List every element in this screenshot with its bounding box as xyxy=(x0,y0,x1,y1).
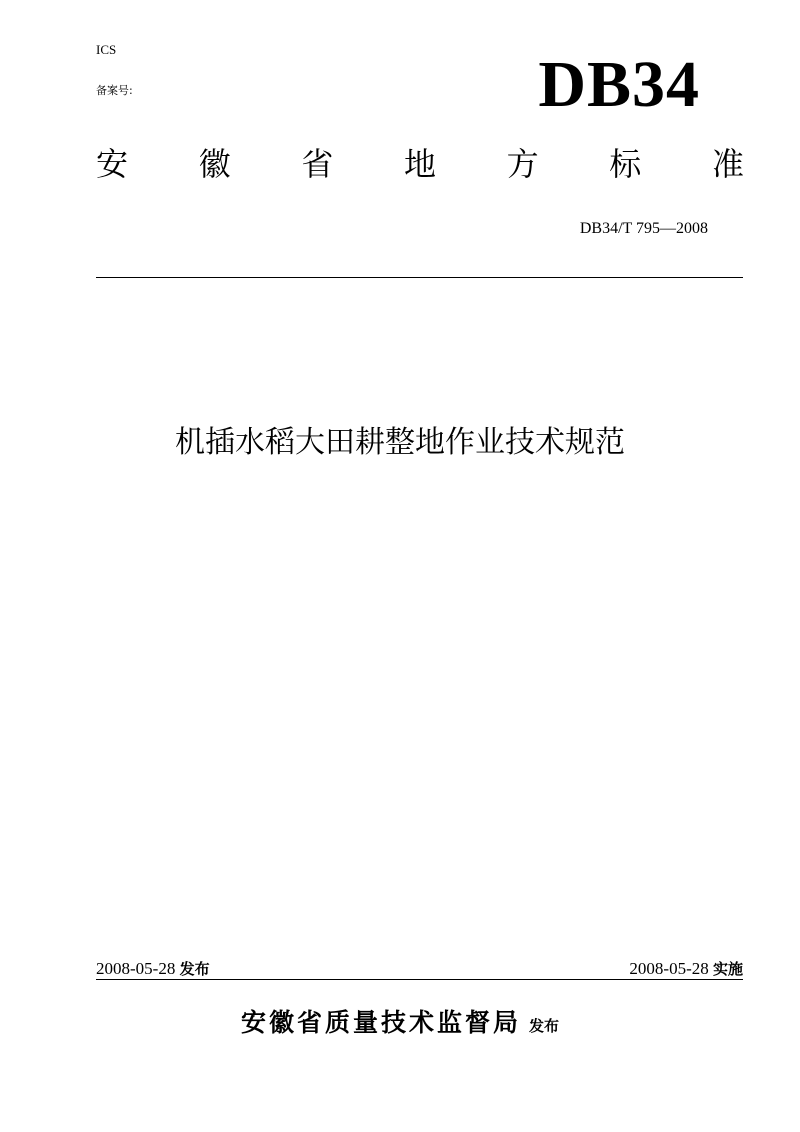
issuer-line xyxy=(0,1003,800,1039)
implement-date-line xyxy=(629,958,743,979)
standard-type-char: 省 xyxy=(301,145,334,183)
standard-type-char: 准 xyxy=(711,145,744,183)
publish-label: 发布 xyxy=(179,960,210,978)
record-number-label: 备案号: xyxy=(96,84,133,97)
standard-code: DB34 xyxy=(538,48,700,121)
standard-type-char: 方 xyxy=(506,145,539,183)
document-title: 机插水稻大田耕整地作业技术规范 xyxy=(175,425,625,460)
implement-label: 实施 xyxy=(712,960,743,978)
standard-type-heading xyxy=(96,145,744,183)
bottom-divider xyxy=(96,979,743,980)
standard-number: DB34/T 795—2008 xyxy=(579,220,708,237)
issuer-name: 安徽省质量技术监督局 xyxy=(240,1008,521,1037)
standard-type-char: 安 xyxy=(96,145,129,183)
issuer-suffix: 发布 xyxy=(529,1017,560,1035)
ics-label: ICS xyxy=(96,42,117,57)
top-divider xyxy=(96,277,743,278)
standard-type-char: 地 xyxy=(403,145,436,183)
standard-type-char: 徽 xyxy=(198,145,231,183)
publish-date: 2008-05-28 xyxy=(96,959,176,978)
publish-date-line xyxy=(96,958,210,979)
implement-date: 2008-05-28 xyxy=(629,959,709,978)
standard-type-char: 标 xyxy=(609,145,642,183)
